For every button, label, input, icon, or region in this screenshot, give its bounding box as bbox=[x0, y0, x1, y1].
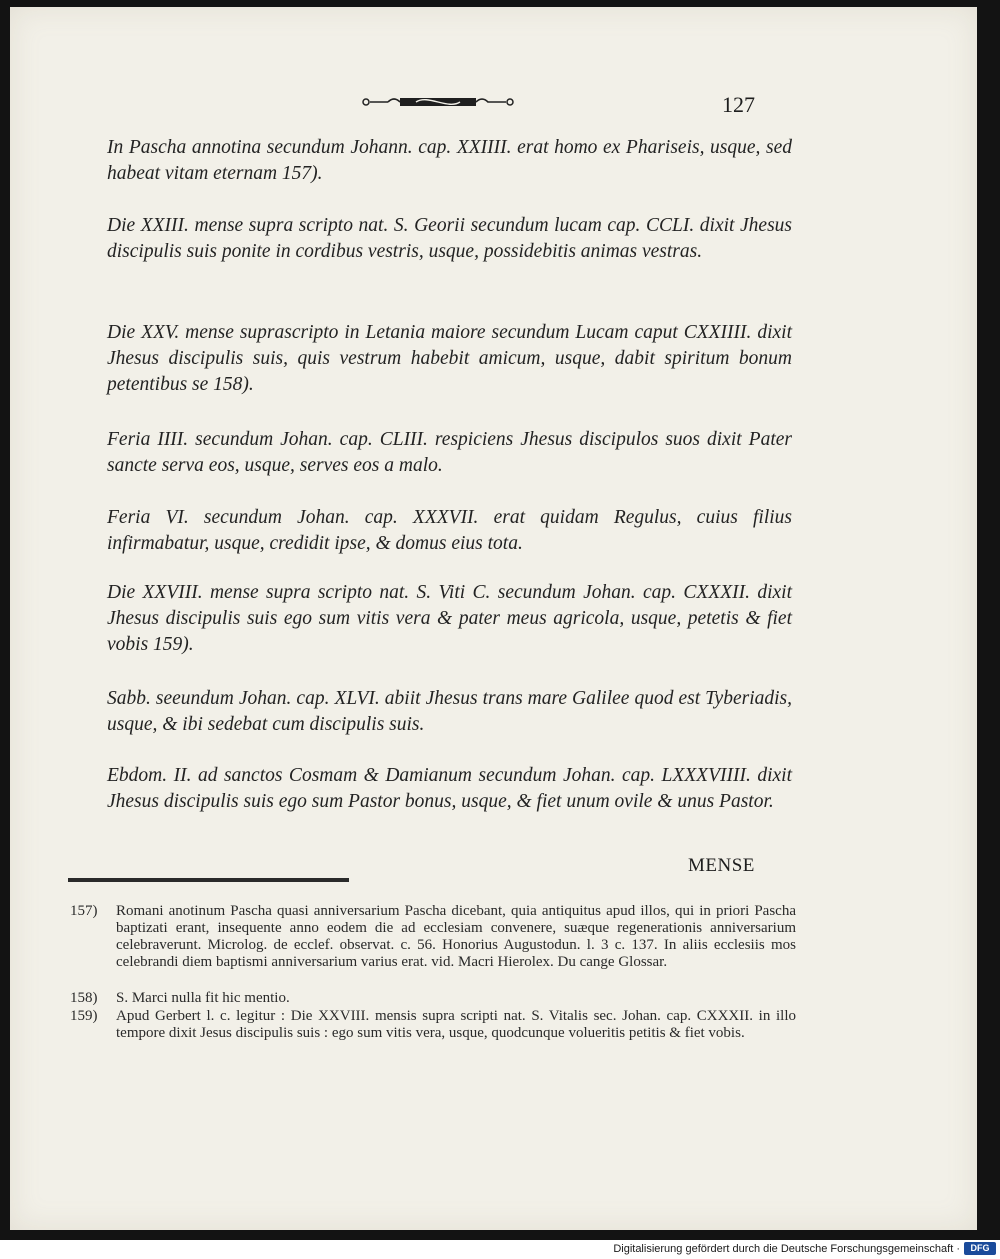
page-number: 127 bbox=[722, 92, 755, 117]
catchword: MENSE bbox=[688, 855, 755, 876]
paragraph-die-xxiii: Die XXIII. mense supra scripto nat. S. Georii secundum lucam cap. CCLI. dixit Jhesus discipulis suis ponite in cordibus vestris, usque, possidebitis animas vestras. bbox=[107, 215, 792, 262]
paragraph-sabb: Sabb. seeundum Johan. cap. XLVI. abiit Jhesus trans mare Galilee quod est Tyberiadis, usque, & ibi sedebat cum discipulis suis. bbox=[107, 688, 792, 735]
footnote-number: 157) bbox=[70, 903, 98, 919]
footnote-text: Apud Gerbert l. c. legitur : Die XXVIII. mensis supra scripti nat. S. Vitalis sec. Johan. cap. CXXXII. in illo tempore dixit Jesus discipulis suis : ego sum vitis vera, usque, quodcunque volueritis petitis & fiet vobis. bbox=[116, 1008, 796, 1041]
dfg-logo-icon: DFG bbox=[964, 1242, 996, 1255]
footnote-number: 158) bbox=[70, 990, 98, 1006]
footnote-158 bbox=[70, 990, 796, 1007]
paragraph-die-xxviii: Die XXVIII. mense supra scripto nat. S. Viti C. secundum Johan. cap. CXXXII. dixit Jhesus discipulis suis ego sum vitis vera & pater meus agricola, usque, petetis & fiet vobis 159). bbox=[107, 582, 792, 655]
paragraph-ebdom-ii: Ebdom. II. ad sanctos Cosmam & Damianum secundum Johan. cap. LXXXVIIII. dixit Jhesus discipulis suis ego sum Pastor bonus, usque, & fiet unum ovile & unus Pastor. bbox=[107, 765, 792, 812]
funding-credit: Digitalisierung gefördert durch die Deutsche Forschungsgemeinschaft · bbox=[613, 1243, 960, 1255]
footnote-157 bbox=[70, 903, 796, 971]
footnote-159 bbox=[70, 1008, 796, 1042]
footnote-text: S. Marci nulla fit hic mentio. bbox=[116, 990, 290, 1006]
paragraph-feria-iiii: Feria IIII. secundum Johan. cap. CLIII. respiciens Jhesus discipulos suos dixit Pater sancte serva eos, usque, serves eos a malo. bbox=[107, 429, 792, 476]
paragraph-pascha-annotina: In Pascha annotina secundum Johann. cap. XXIIII. erat homo ex Phariseis, usque, sed habeat vitam eternam 157). bbox=[107, 137, 792, 184]
paragraph-feria-vi: Feria VI. secundum Johan. cap. XXXVII. erat quidam Regulus, cuius filius infirmabatur, usque, credidit ipse, & domus eius tota. bbox=[107, 507, 792, 554]
ornament-flourish bbox=[358, 92, 518, 112]
footnote-text: Romani anotinum Pascha quasi anniversarium Pascha dicebant, quia antiquitus apud illos, qui in priori Pascha baptizati erant, insequente anno eodem die ad ecclesiam convenere, suæque regenerationis anniversarium celebraverunt. Microlog. de ecclef. observat. c. 56. Honorius Augustodun. l. 3 c. 137. In aliis ecclesiis mos celebrandi diem baptismi anniversarium varius erat. vid. Macri Hierolex. Du cange Glossar. bbox=[116, 903, 796, 970]
paragraph-die-xxv: Die XXV. mense suprascripto in Letania maiore secundum Lucam caput CXXIIII. dixit Jhesus discipulis suis, quis vestrum habebit amicum, usque, dabit spiritum bonum petentibus se 158). bbox=[107, 322, 792, 395]
footnote-rule bbox=[68, 878, 349, 882]
footnote-number: 159) bbox=[70, 1008, 98, 1024]
